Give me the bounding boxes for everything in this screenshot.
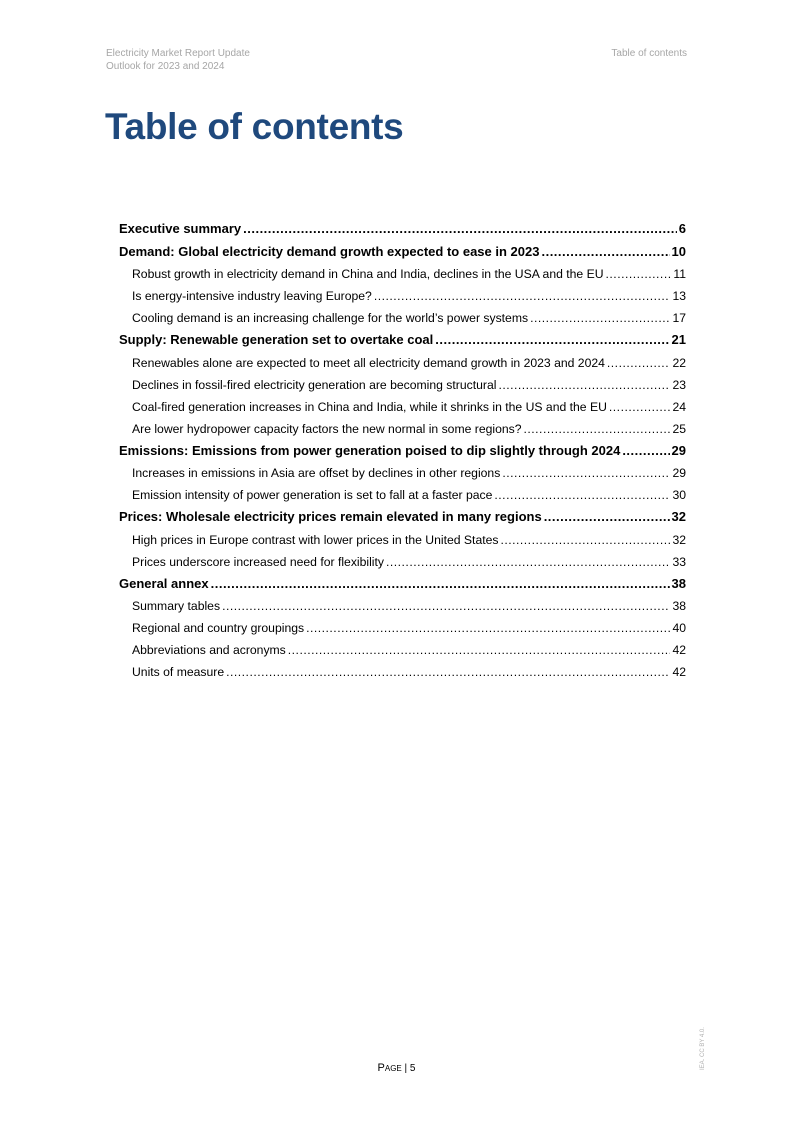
toc-section-entry[interactable] [119, 639, 686, 661]
toc-dot-leader [606, 263, 672, 285]
toc-entry-page: 23 [672, 377, 686, 392]
toc-dot-leader [502, 462, 670, 484]
toc-dot-leader [609, 396, 671, 418]
toc-entry-page: 33 [672, 554, 686, 569]
toc-section-entry[interactable] [119, 307, 686, 329]
toc-entry-title: Executive summary [119, 221, 242, 236]
toc-dot-leader [222, 595, 670, 617]
toc-section-entry[interactable] [119, 595, 686, 617]
toc-entry-page: 30 [672, 488, 686, 502]
toc-section-entry[interactable] [119, 418, 686, 440]
toc-entry-title: Summary tables [132, 599, 221, 613]
toc-entry-title: Are lower hydropower capacity factors the new normal in some regions? [132, 421, 522, 436]
toc-entry-title: Units of measure [132, 665, 225, 679]
toc-entry-title: Declines in fossil-fired electricity generation are becoming structural [132, 377, 497, 392]
toc-entry-page: 17 [672, 311, 686, 325]
toc-entry-title: General annex [119, 575, 209, 591]
toc-entry-title: Abbreviations and acronyms [132, 643, 286, 657]
toc-entry-title: Renewables alone are expected to meet all electricity demand growth in 2023 and 2024 [132, 355, 605, 370]
toc-entry-title: Increases in emissions in Asia are offset by declines in other regions [132, 466, 501, 480]
toc-chapter-entry[interactable] [119, 506, 686, 529]
toc-chapter-entry[interactable] [119, 440, 686, 463]
toc-dot-leader [541, 241, 669, 264]
toc-section-entry[interactable] [119, 285, 686, 307]
table-of-contents [119, 218, 686, 683]
toc-dot-leader [435, 329, 669, 352]
page-separator: | [401, 1063, 410, 1074]
toc-section-entry[interactable] [119, 263, 686, 285]
toc-chapter-entry[interactable] [119, 329, 686, 352]
toc-dot-leader [498, 374, 670, 396]
toc-section-entry[interactable] [119, 396, 686, 418]
toc-entry-page: 22 [672, 355, 686, 370]
toc-dot-leader [226, 661, 670, 683]
report-title: Electricity Market Report Update [106, 48, 250, 59]
toc-section-entry[interactable] [119, 551, 686, 573]
toc-entry-page: 29 [672, 466, 686, 480]
toc-dot-leader [386, 551, 670, 573]
toc-entry-title: Prices: Wholesale electricity prices remain elevated in many regions [119, 509, 542, 524]
toc-entry-title: Emissions: Emissions from power generation poised to dip slightly through 2024 [119, 442, 621, 458]
page-title: Table of contents [105, 106, 404, 147]
toc-entry-title: High prices in Europe contrast with lower prices in the United States [132, 532, 499, 547]
toc-entry-page: 38 [672, 599, 686, 613]
toc-entry-page: 42 [672, 643, 686, 657]
toc-entry-page: 25 [672, 421, 686, 436]
toc-entry-title: Robust growth in electricity demand in China and India, declines in the USA and the EU [132, 267, 604, 281]
toc-dot-leader [622, 440, 669, 463]
toc-dot-leader [374, 285, 671, 307]
toc-entry-page: 32 [671, 509, 686, 524]
toc-entry-title: Coal-fired generation increases in China and India, while it shrinks in the US and the EU [132, 399, 607, 414]
toc-section-entry[interactable] [119, 484, 686, 506]
toc-dot-leader [500, 529, 670, 551]
toc-section-entry[interactable] [119, 374, 686, 396]
toc-entry-page: 32 [672, 532, 686, 547]
toc-entry-page: 10 [671, 243, 686, 259]
toc-section-entry[interactable] [119, 529, 686, 551]
license-note: IEA. CC BY 4.0. [700, 1027, 706, 1070]
toc-dot-leader [211, 573, 670, 596]
page-label: Page [377, 1062, 402, 1074]
toc-entry-title: Regional and country groupings [132, 621, 305, 635]
toc-chapter-entry[interactable] [119, 573, 686, 596]
running-header-report [106, 47, 250, 73]
toc-entry-page: 11 [673, 267, 686, 281]
toc-dot-leader [243, 218, 677, 241]
toc-dot-leader [530, 307, 670, 329]
toc-entry-page: 38 [671, 575, 686, 591]
toc-dot-leader [288, 639, 671, 661]
toc-dot-leader [524, 418, 671, 440]
toc-entry-page: 42 [672, 665, 686, 679]
toc-entry-page: 21 [671, 332, 686, 347]
toc-section-entry[interactable] [119, 617, 686, 639]
toc-entry-title: Cooling demand is an increasing challenge for the world’s power systems [132, 311, 529, 325]
toc-chapter-entry[interactable] [119, 241, 686, 264]
toc-dot-leader [607, 352, 671, 374]
toc-dot-leader [306, 617, 670, 639]
toc-entry-page: 13 [672, 289, 686, 303]
report-subtitle: Outlook for 2023 and 2024 [106, 61, 225, 72]
toc-entry-page: 6 [678, 221, 686, 236]
toc-entry-title: Supply: Renewable generation set to overtake coal [119, 332, 434, 347]
toc-section-entry[interactable] [119, 462, 686, 484]
page-number: 5 [409, 1063, 416, 1074]
page-footer [0, 1062, 793, 1074]
toc-dot-leader [494, 484, 670, 506]
toc-entry-title: Emission intensity of power generation is set to fall at a faster pace [132, 488, 493, 502]
toc-entry-title: Demand: Global electricity demand growth expected to ease in 2023 [119, 243, 540, 259]
toc-entry-title: Prices underscore increased need for flexibility [132, 554, 384, 569]
toc-dot-leader [544, 506, 670, 529]
toc-entry-page: 24 [672, 399, 686, 414]
running-header-section: Table of contents [611, 48, 687, 59]
toc-entry-page: 29 [671, 442, 686, 458]
toc-entry-page: 40 [672, 621, 686, 635]
toc-section-entry[interactable] [119, 661, 686, 683]
toc-chapter-entry[interactable] [119, 218, 686, 241]
toc-entry-title: Is energy-intensive industry leaving Europe? [132, 289, 372, 303]
toc-section-entry[interactable] [119, 352, 686, 374]
